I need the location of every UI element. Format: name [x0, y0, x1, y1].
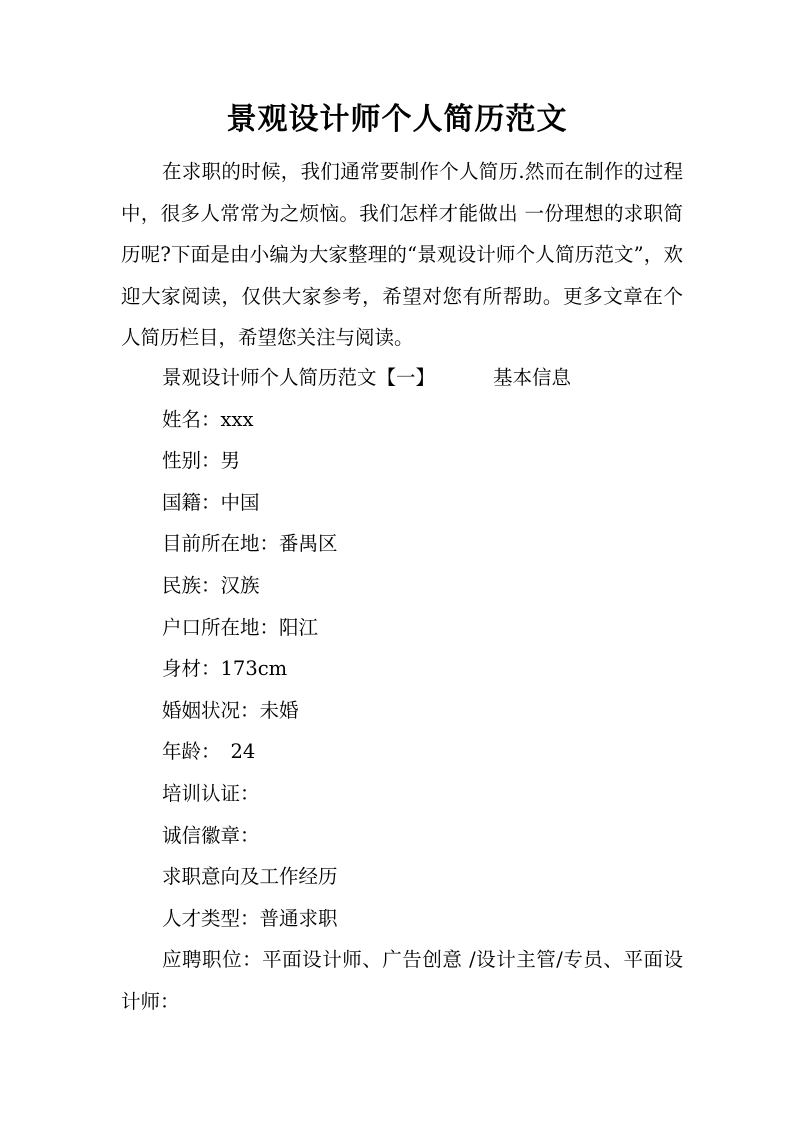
job-section-heading — [121, 856, 683, 898]
section-heading: 景观设计师个人简历范文【一】 — [162, 366, 436, 389]
field-value: 番禺区 — [279, 532, 338, 556]
field-value: 平面设计师、广告创意 /设计主管/专员、平面设计师： — [121, 948, 683, 1013]
field-label: 培训认证： — [162, 781, 260, 805]
field-position — [121, 939, 683, 1022]
field-value: 未婚 — [259, 698, 299, 722]
field-label: 婚姻状况： — [162, 698, 260, 722]
field-value: 男 — [220, 449, 241, 473]
field-value: 汉族 — [220, 573, 260, 597]
field-ethnicity — [121, 565, 683, 607]
field-hukou — [121, 607, 683, 649]
section-heading-line — [121, 357, 683, 399]
field-label: 人才类型： — [162, 906, 260, 930]
field-current-location — [121, 523, 683, 565]
field-value: 普通求职 — [259, 906, 338, 930]
field-name — [121, 399, 683, 441]
intro-paragraph: 在求职的时候，我们通常要制作个人简历.然而在制作的过程中，很多人常常为之烦恼。我们怎样才能做出 一份理想的求职简历呢?下面是由小编为大家整理的“景观设计师个人简历范文”，欢迎大家阅读，仅供大家参考，希望对您有所帮助。更多文章在个人简历栏目，希望您关注与阅读。 — [121, 160, 683, 350]
field-label: 目前所在地： — [162, 532, 280, 556]
field-value: 中国 — [220, 490, 260, 514]
field-label: 年龄： — [162, 740, 221, 764]
basic-info-heading: 基本信息 — [493, 366, 572, 389]
field-label: 诚信徽章： — [162, 823, 260, 847]
field-label: 应聘职位： — [162, 948, 263, 972]
field-label: 身材： — [162, 657, 221, 681]
field-talent-type — [121, 898, 683, 940]
field-label: 民族： — [162, 573, 221, 597]
field-age — [121, 731, 683, 773]
field-certification — [121, 773, 683, 815]
field-label: 性别： — [162, 449, 221, 473]
job-section-heading-text: 求职意向及工作经历 — [162, 865, 338, 889]
field-label: 国籍： — [162, 490, 221, 514]
field-value: 173cm — [220, 657, 288, 681]
field-integrity-badge — [121, 815, 683, 857]
field-value: 阳江 — [279, 615, 319, 639]
field-nationality — [121, 482, 683, 524]
field-value: 24 — [230, 740, 256, 764]
field-label: 姓名： — [162, 407, 221, 431]
field-marital-status — [121, 690, 683, 732]
field-gender — [121, 440, 683, 482]
document-title: 景观设计师个人简历范文 — [226, 102, 568, 137]
field-height — [121, 648, 683, 690]
resume-body — [121, 357, 683, 1023]
field-value: xxx — [220, 407, 254, 431]
field-label: 户口所在地： — [162, 615, 280, 639]
